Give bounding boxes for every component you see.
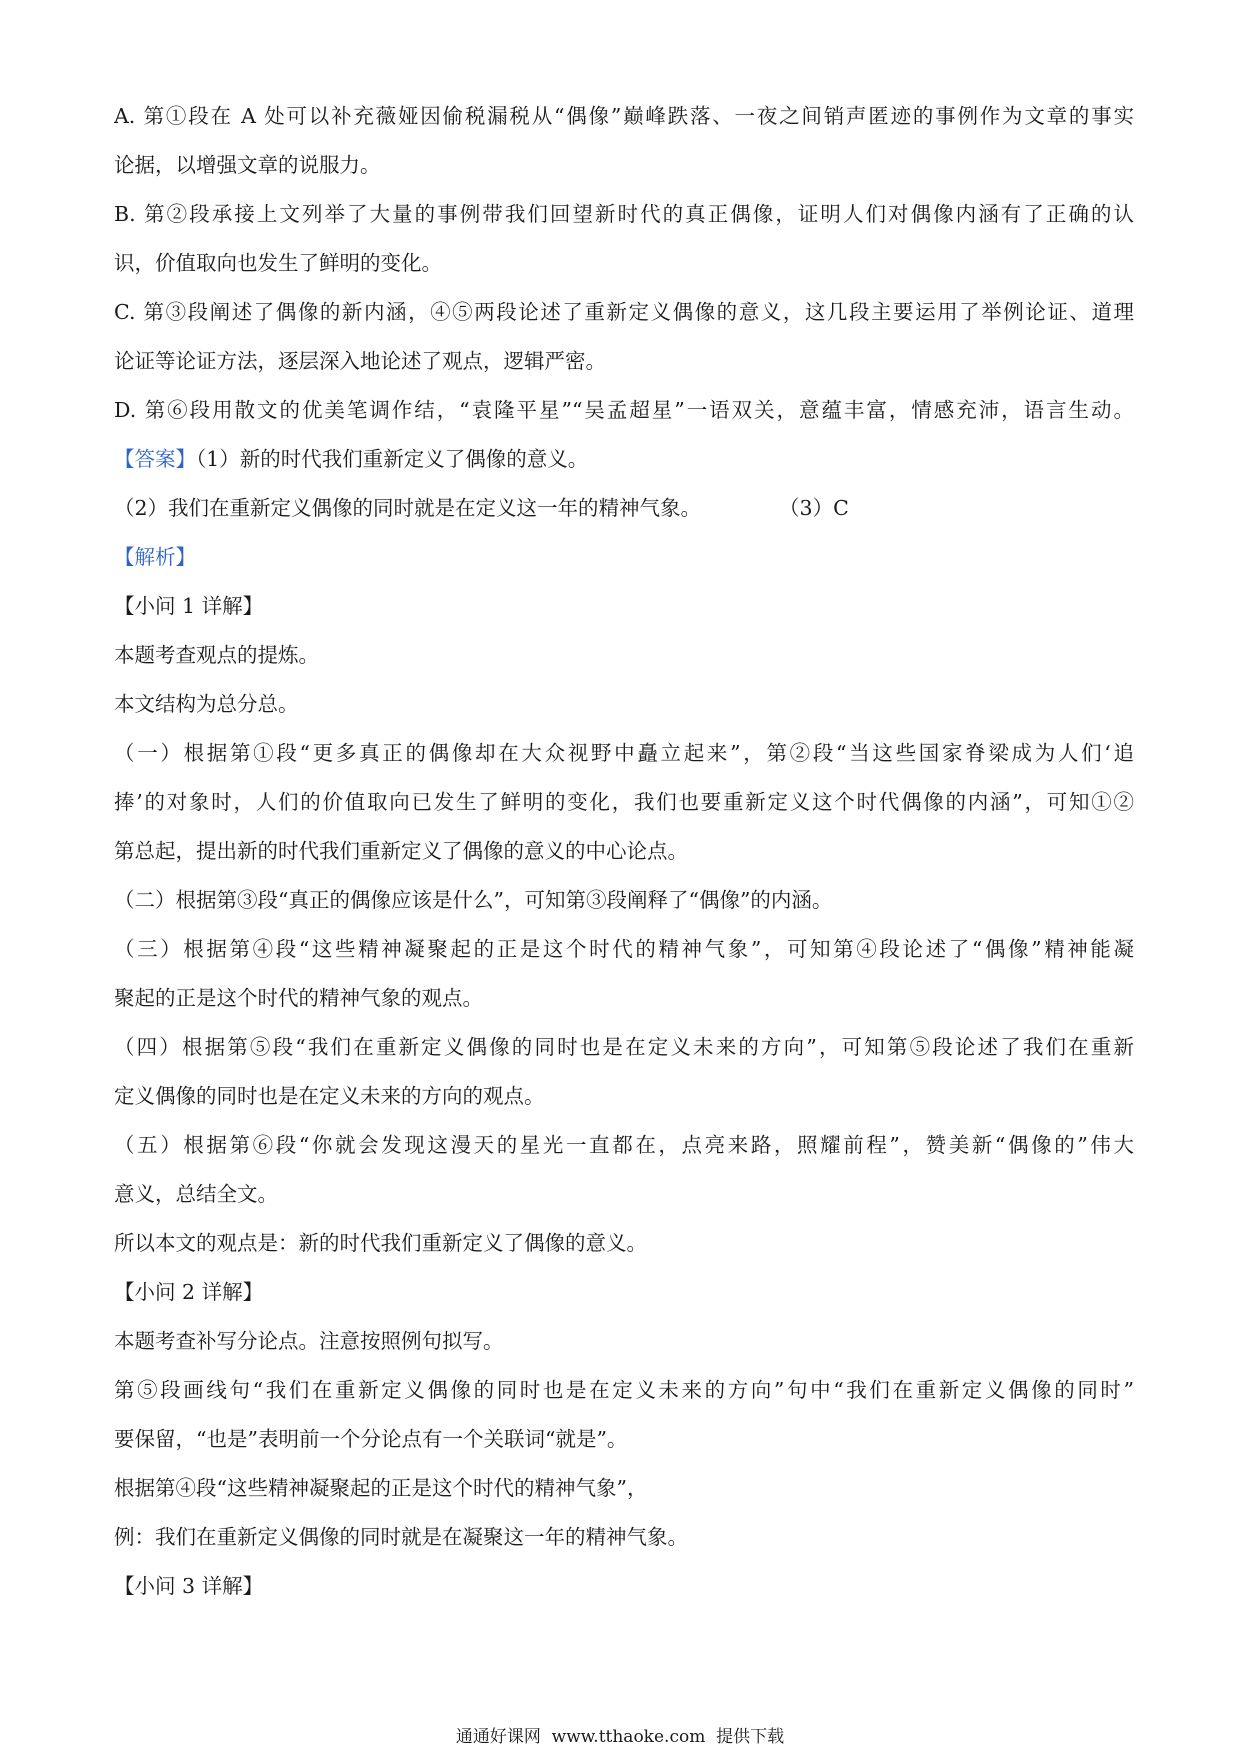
- q1-p1-line-1: （一）根据第①段“更多真正的偶像却在大众视野中矗立起来”，第②段“当这些国家脊梁成为人们‘追: [114, 741, 1134, 765]
- q1-p5-line-1: （五）根据第⑥段“你就会发现这漫天的星光一直都在，点亮来路，照耀前程”，赞美新“偶像的”伟大: [114, 1133, 1134, 1157]
- q1-p3-line-2: 聚起的正是这个时代的精神气象的观点。: [114, 986, 483, 1010]
- option-c-line-1: C. 第③段阐述了偶像的新内涵，④⑤两段论述了重新定义偶像的意义，这几段主要运用了举例论证、道理: [114, 300, 1134, 324]
- footer-url[interactable]: www.tthaoke.com: [551, 1727, 706, 1747]
- q1-heading: 【小问 1 详解】: [114, 594, 264, 618]
- q1-p5-line-2: 意义，总结全文。: [114, 1182, 278, 1206]
- page-footer: [0, 1726, 1240, 1748]
- analysis-heading: [114, 533, 1134, 582]
- option-b-line-2: 识，价值取向也发生了鲜明的变化。: [114, 251, 442, 275]
- footer-site-name: 通通好课网: [455, 1727, 541, 1747]
- answer-part-2: （2）我们在重新定义偶像的同时就是在定义这一年的精神气象。: [114, 496, 702, 520]
- answer-part-3: （3）C: [779, 496, 849, 520]
- option-a-line-2: 论据，以增强文章的说服力。: [114, 153, 381, 177]
- q1-p4-line-2: 定义偶像的同时也是在定义未来的方向的观点。: [114, 1084, 545, 1108]
- q2-line-4: 例：我们在重新定义偶像的同时就是在凝聚这一年的精神气象。: [114, 1525, 688, 1549]
- q1-p4-line-1: （四）根据第⑤段“我们在重新定义偶像的同时也是在定义未来的方向”，可知第⑤段论述了我们在重新: [114, 1035, 1134, 1059]
- q2-line-1: 本题考查补写分论点。注意按照例句拟写。: [114, 1329, 504, 1353]
- q1-p2: （二）根据第③段“真正的偶像应该是什么”，可知第③段阐释了“偶像”的内涵。: [114, 888, 833, 912]
- q1-p3-line-1: （三）根据第④段“这些精神凝聚起的正是这个时代的精神气象”，可知第④段论述了“偶像”精神能凝: [114, 937, 1134, 961]
- q2-line-2b: 要保留，“也是”表明前一个分论点有一个关联词“就是”。: [114, 1427, 628, 1451]
- document-content: [114, 92, 1134, 1611]
- analysis-tag: 【解析】: [114, 545, 196, 569]
- q2-line-3: 根据第④段“这些精神凝聚起的正是这个时代的精神气象”，: [114, 1476, 648, 1500]
- q1-conclusion: 所以本文的观点是：新的时代我们重新定义了偶像的意义。: [114, 1231, 647, 1255]
- option-b-line-1: B. 第②段承接上文列举了大量的事例带我们回望新时代的真正偶像，证明人们对偶像内涵有了正确的认: [114, 202, 1134, 226]
- option-d-line-1: D. 第⑥段用散文的优美笔调作结，“袁隆平星”“吴孟超星”一语双关，意蕴丰富，情感充沛，语言生动。: [114, 398, 1134, 422]
- q2-heading: 【小问 2 详解】: [114, 1280, 264, 1304]
- answer-line-2: [114, 484, 1134, 533]
- q1-p1-line-3: 第总起，提出新的时代我们重新定义了偶像的意义的中心论点。: [114, 839, 688, 863]
- footer-suffix: 提供下载: [716, 1727, 785, 1747]
- q1-line-2: 本文结构为总分总。: [114, 692, 299, 716]
- q1-line-1: 本题考查观点的提炼。: [114, 643, 319, 667]
- q1-p1-line-2: 捧’的对象时，人们的价值取向已发生了鲜明的变化，我们也要重新定义这个时代偶像的内涵”，可知①②: [114, 790, 1134, 814]
- q2-line-2a: 第⑤段画线句“我们在重新定义偶像的同时也是在定义未来的方向”句中“我们在重新定义偶像的同时”: [114, 1378, 1134, 1402]
- answer-part-1: （1）新的时代我们重新定义了偶像的意义。: [196, 447, 589, 471]
- option-a-line-1: A. 第①段在 A 处可以补充薇娅因偷税漏税从“偶像”巅峰跌落、一夜之间销声匿迹的事例作为文章的事实: [114, 104, 1134, 128]
- option-c-line-2: 论证等论证方法，逐层深入地论述了观点，逻辑严密。: [114, 349, 606, 373]
- answer-line-1: [114, 435, 1134, 484]
- answer-tag: 【答案】: [114, 447, 196, 471]
- q3-heading: 【小问 3 详解】: [114, 1574, 264, 1598]
